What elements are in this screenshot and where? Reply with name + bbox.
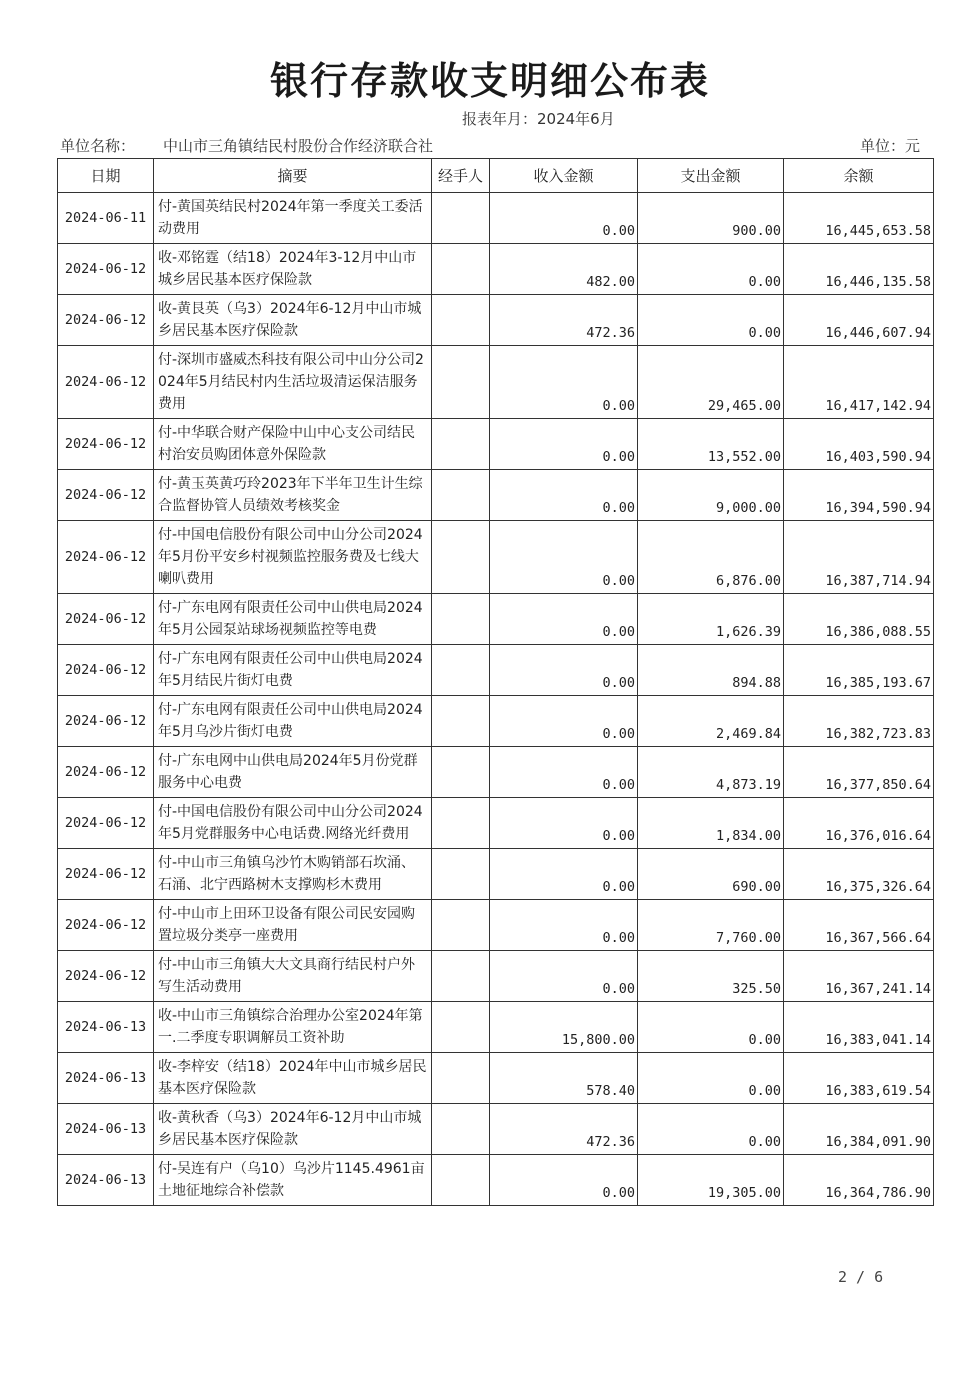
row-date: 2024-06-12 — [58, 900, 154, 951]
row-handler — [432, 346, 490, 419]
row-handler — [432, 1053, 490, 1104]
org-line — [60, 135, 433, 156]
table-row — [58, 1155, 934, 1206]
row-description: 付-深圳市盛威杰科技有限公司中山分公司2024年5月结民村内生活垃圾清运保洁服务费用 — [154, 346, 432, 419]
row-income: 0.00 — [490, 521, 638, 594]
row-description: 付-广东电网中山供电局2024年5月份党群服务中心电费 — [154, 747, 432, 798]
row-balance: 16,403,590.94 — [784, 419, 934, 470]
row-expense: 690.00 — [638, 849, 784, 900]
row-handler — [432, 1155, 490, 1206]
row-income: 0.00 — [490, 1155, 638, 1206]
table-row — [58, 594, 934, 645]
page-title: 银行存款收支明细公布表 — [269, 59, 710, 103]
row-income: 15,800.00 — [490, 1002, 638, 1053]
row-date: 2024-06-11 — [58, 193, 154, 244]
row-handler — [432, 594, 490, 645]
row-balance: 16,417,142.94 — [784, 346, 934, 419]
row-date: 2024-06-13 — [58, 1053, 154, 1104]
row-description: 付-中山市三角镇大大文具商行结民村户外写生活动费用 — [154, 951, 432, 1002]
row-description: 付-黄玉英黄巧玲2023年下半年卫生计生综合监督协管人员绩效考核奖金 — [154, 470, 432, 521]
row-expense: 0.00 — [638, 1053, 784, 1104]
row-balance: 16,386,088.55 — [784, 594, 934, 645]
currency-unit: 单位：元 — [859, 137, 920, 155]
table-row — [58, 244, 934, 295]
row-description: 付-吴连有户（乌10）乌沙片1145.4961亩土地征地综合补偿款 — [154, 1155, 432, 1206]
row-description: 收-黄艮英（乌3）2024年6-12月中山市城乡居民基本医疗保险款 — [154, 295, 432, 346]
table-row — [58, 1002, 934, 1053]
row-income: 482.00 — [490, 244, 638, 295]
row-date: 2024-06-12 — [58, 419, 154, 470]
table-row — [58, 1053, 934, 1104]
row-balance: 16,367,241.14 — [784, 951, 934, 1002]
row-income: 0.00 — [490, 470, 638, 521]
row-balance: 16,375,326.64 — [784, 849, 934, 900]
row-handler — [432, 470, 490, 521]
row-expense: 0.00 — [638, 1002, 784, 1053]
row-handler — [432, 951, 490, 1002]
row-balance: 16,385,193.67 — [784, 645, 934, 696]
row-handler — [432, 1104, 490, 1155]
row-expense: 1,626.39 — [638, 594, 784, 645]
row-date: 2024-06-12 — [58, 346, 154, 419]
row-balance: 16,377,850.64 — [784, 747, 934, 798]
row-income: 0.00 — [490, 346, 638, 419]
row-description: 付-中山市上田环卫设备有限公司民安园购置垃圾分类亭一座费用 — [154, 900, 432, 951]
row-balance: 16,382,723.83 — [784, 696, 934, 747]
table-row — [58, 696, 934, 747]
row-balance: 16,364,786.90 — [784, 1155, 934, 1206]
page-number: 2 / 6 — [838, 1268, 884, 1286]
row-expense: 1,834.00 — [638, 798, 784, 849]
row-description: 付-中华联合财产保险中山中心支公司结民村治安员购团体意外保险款 — [154, 419, 432, 470]
table-row — [58, 295, 934, 346]
report-period: 报表年月：2024年6月 — [462, 110, 615, 128]
row-description: 付-广东电网有限责任公司中山供电局2024年5月结民片街灯电费 — [154, 645, 432, 696]
row-date: 2024-06-12 — [58, 798, 154, 849]
row-expense: 0.00 — [638, 1104, 784, 1155]
row-income: 472.36 — [490, 295, 638, 346]
row-description: 付-中山市三角镇乌沙竹木购销部石坎涌、石涌、北宁西路树木支撑购杉木费用 — [154, 849, 432, 900]
row-expense: 4,873.19 — [638, 747, 784, 798]
row-expense: 9,000.00 — [638, 470, 784, 521]
table-row — [58, 346, 934, 419]
org-name: 中山市三角镇结民村股份合作经济联合社 — [163, 137, 434, 155]
table-row — [58, 900, 934, 951]
row-date: 2024-06-13 — [58, 1104, 154, 1155]
row-handler — [432, 747, 490, 798]
header-balance: 余额 — [784, 159, 934, 193]
row-date: 2024-06-12 — [58, 521, 154, 594]
row-description: 付-中国电信股份有限公司中山分公司2024年5月党群服务中心电话费.网络光纤费用 — [154, 798, 432, 849]
table-row — [58, 1104, 934, 1155]
row-date: 2024-06-12 — [58, 244, 154, 295]
row-income: 0.00 — [490, 193, 638, 244]
row-handler — [432, 696, 490, 747]
row-income: 0.00 — [490, 900, 638, 951]
table-row — [58, 849, 934, 900]
row-balance: 16,376,016.64 — [784, 798, 934, 849]
row-expense: 29,465.00 — [638, 346, 784, 419]
row-expense: 19,305.00 — [638, 1155, 784, 1206]
row-handler — [432, 295, 490, 346]
row-handler — [432, 244, 490, 295]
row-balance: 16,446,607.94 — [784, 295, 934, 346]
table-row — [58, 419, 934, 470]
row-income: 578.40 — [490, 1053, 638, 1104]
row-date: 2024-06-12 — [58, 645, 154, 696]
ledger-body — [58, 193, 934, 1206]
header-handler: 经手人 — [432, 159, 490, 193]
row-income: 0.00 — [490, 747, 638, 798]
row-expense: 13,552.00 — [638, 419, 784, 470]
table-row — [58, 470, 934, 521]
header-row — [58, 159, 934, 193]
row-date: 2024-06-13 — [58, 1002, 154, 1053]
row-description: 收-李梓安（结18）2024年中山市城乡居民基本医疗保险款 — [154, 1053, 432, 1104]
table-row — [58, 798, 934, 849]
row-description: 收-邓铭霆（结18）2024年3-12月中山市城乡居民基本医疗保险款 — [154, 244, 432, 295]
table-row — [58, 747, 934, 798]
row-description: 付-黄国英结民村2024年第一季度关工委活动费用 — [154, 193, 432, 244]
row-handler — [432, 1002, 490, 1053]
header-income: 收入金额 — [490, 159, 638, 193]
header-expense: 支出金额 — [638, 159, 784, 193]
table-row — [58, 645, 934, 696]
row-date: 2024-06-12 — [58, 295, 154, 346]
row-income: 0.00 — [490, 849, 638, 900]
ledger-table — [57, 158, 934, 1206]
row-income: 0.00 — [490, 645, 638, 696]
header-date: 日期 — [58, 159, 154, 193]
row-date: 2024-06-12 — [58, 696, 154, 747]
row-expense: 325.50 — [638, 951, 784, 1002]
row-handler — [432, 521, 490, 594]
row-handler — [432, 645, 490, 696]
row-expense: 900.00 — [638, 193, 784, 244]
row-balance: 16,367,566.64 — [784, 900, 934, 951]
row-balance: 16,446,135.58 — [784, 244, 934, 295]
row-balance: 16,387,714.94 — [784, 521, 934, 594]
row-handler — [432, 849, 490, 900]
row-handler — [432, 193, 490, 244]
row-expense: 2,469.84 — [638, 696, 784, 747]
row-date: 2024-06-12 — [58, 594, 154, 645]
row-expense: 0.00 — [638, 244, 784, 295]
row-date: 2024-06-12 — [58, 470, 154, 521]
row-balance: 16,445,653.58 — [784, 193, 934, 244]
row-income: 0.00 — [490, 951, 638, 1002]
row-date: 2024-06-12 — [58, 849, 154, 900]
row-income: 0.00 — [490, 798, 638, 849]
row-income: 0.00 — [490, 696, 638, 747]
row-handler — [432, 419, 490, 470]
row-expense: 0.00 — [638, 295, 784, 346]
row-handler — [432, 798, 490, 849]
row-date: 2024-06-12 — [58, 747, 154, 798]
row-description: 付-广东电网有限责任公司中山供电局2024年5月乌沙片街灯电费 — [154, 696, 432, 747]
row-date: 2024-06-13 — [58, 1155, 154, 1206]
row-income: 472.36 — [490, 1104, 638, 1155]
row-description: 付-中国电信股份有限公司中山分公司2024年5月份平安乡村视频监控服务费及七线大喇叭费用 — [154, 521, 432, 594]
org-label: 单位名称： — [60, 137, 136, 155]
row-expense: 6,876.00 — [638, 521, 784, 594]
header-description: 摘要 — [154, 159, 432, 193]
row-description: 付-广东电网有限责任公司中山供电局2024年5月公园泵站球场视频监控等电费 — [154, 594, 432, 645]
row-date: 2024-06-12 — [58, 951, 154, 1002]
row-description: 收-中山市三角镇综合治理办公室2024年第一.二季度专职调解员工资补助 — [154, 1002, 432, 1053]
table-row — [58, 951, 934, 1002]
table-row — [58, 193, 934, 244]
row-expense: 894.88 — [638, 645, 784, 696]
row-balance: 16,383,041.14 — [784, 1002, 934, 1053]
row-expense: 7,760.00 — [638, 900, 784, 951]
row-balance: 16,394,590.94 — [784, 470, 934, 521]
row-description: 收-黄秋香（乌3）2024年6-12月中山市城乡居民基本医疗保险款 — [154, 1104, 432, 1155]
table-row — [58, 521, 934, 594]
row-balance: 16,384,091.90 — [784, 1104, 934, 1155]
row-income: 0.00 — [490, 419, 638, 470]
row-balance: 16,383,619.54 — [784, 1053, 934, 1104]
row-handler — [432, 900, 490, 951]
row-income: 0.00 — [490, 594, 638, 645]
